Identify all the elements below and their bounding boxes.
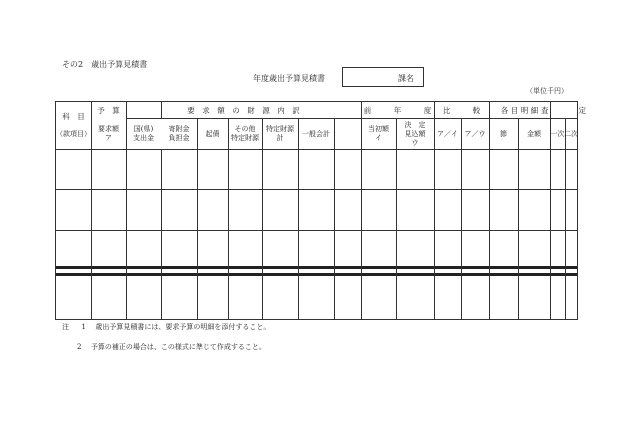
header-second: 二次 — [564, 129, 578, 138]
header-financing-breakdown: 要 求 額 の 財 源 内 訳 — [187, 105, 300, 115]
department-name-label: 課名 — [398, 74, 414, 83]
header-amount: 金額 — [527, 129, 541, 138]
header-item-details: 各 目 明 細 — [500, 105, 539, 115]
note-1-number: 1 — [81, 323, 86, 331]
header-yosan: 予 算 — [97, 105, 120, 115]
note-2-number: 2 — [77, 343, 82, 351]
header-setsu: 節 — [500, 129, 507, 138]
header-kamoku: 科 目 — [62, 111, 85, 121]
header-general-account: 一般会計 — [302, 129, 330, 138]
note-2-text: 予算の補正の場合は、この様式に準じて作成すること。 — [90, 343, 266, 351]
header-ratio-a-i: ア／イ — [437, 129, 458, 138]
note-label: 注 — [62, 323, 69, 331]
note-1 — [62, 323, 270, 332]
row-line-2 — [56, 230, 577, 231]
header-initial-amount: 当初額 イ — [368, 125, 389, 142]
header-first: 一次 — [550, 129, 565, 138]
budget-estimate-table — [55, 101, 586, 320]
header-request-amount: 要求額 ア — [98, 125, 119, 142]
header-ratio-a-u: ア／ウ — [464, 129, 486, 138]
header-previous-year: 前 年 度 — [363, 105, 432, 115]
note-2 — [77, 343, 266, 352]
fiscal-year-title: 年度歳出予算見積書 — [253, 74, 325, 83]
form-number-title: その2 歳出予算見積書 — [62, 60, 148, 69]
header-bond: 起債 — [205, 129, 220, 138]
col-line — [161, 149, 162, 319]
header-expected-decision: 決 定 見込額 ウ — [404, 120, 426, 147]
unit-label: （単位千円） — [526, 87, 568, 95]
header-kanko: （款項目） — [56, 129, 91, 138]
total-double-line-top — [56, 266, 577, 269]
header-donation: 寄附金 負担金 — [168, 125, 190, 142]
total-double-line-bottom — [56, 273, 577, 276]
header-specific-total: 特定財源 計 — [266, 125, 294, 142]
header-other-specific: その他 特定財源 — [231, 125, 259, 142]
header-assessment: 査 定 — [541, 105, 586, 115]
col-line — [334, 118, 335, 319]
note-1-text: 歳出予算見積書には、要求予算の明細を添付すること。 — [95, 323, 271, 331]
header-comparison: 比 較 — [442, 105, 481, 115]
header-state-subsidy: 国(県) 支出金 — [133, 125, 154, 142]
row-line-1 — [56, 189, 577, 190]
header-bottom-line — [56, 149, 577, 150]
